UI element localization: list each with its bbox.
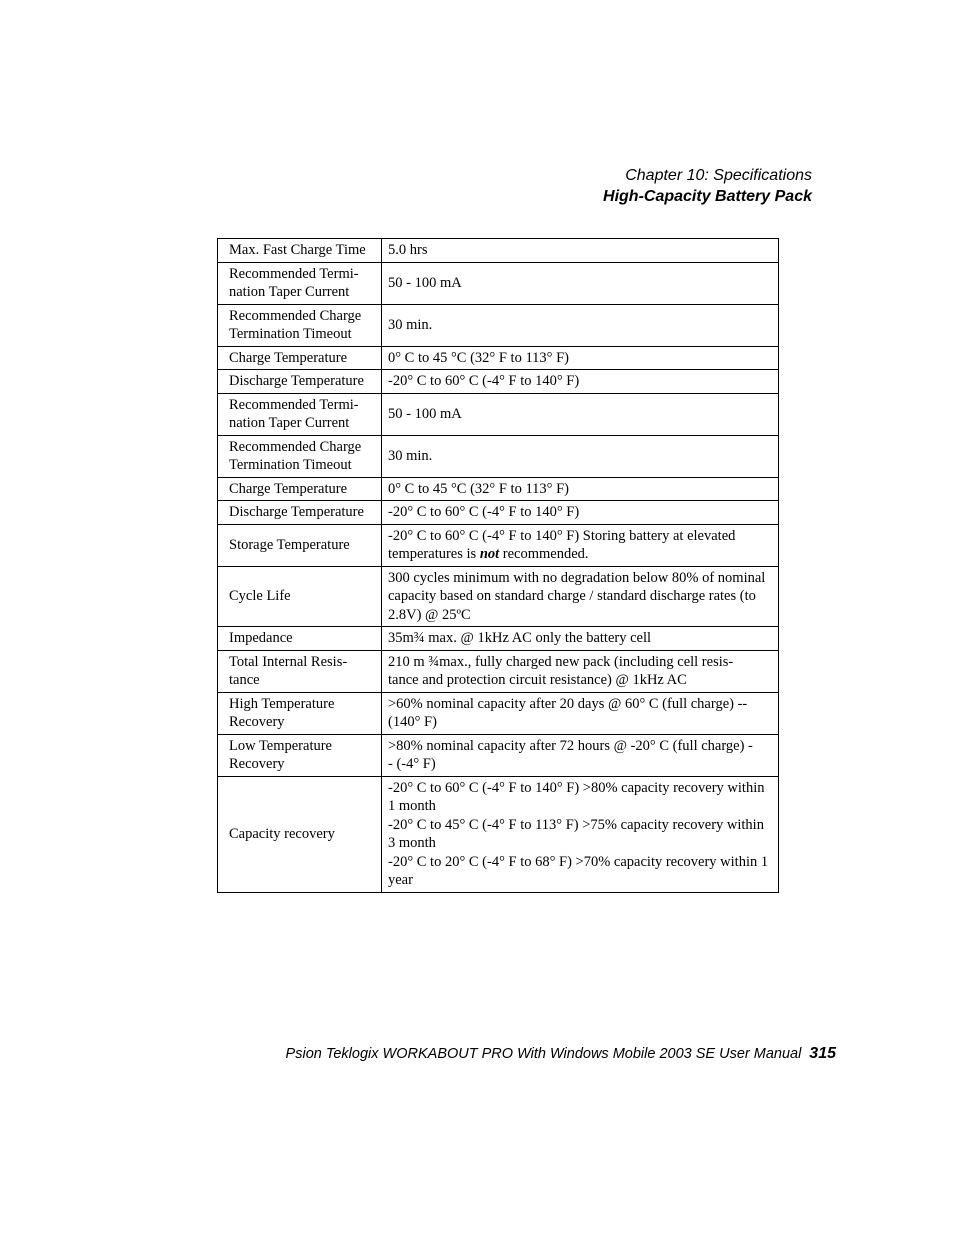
spec-value: 300 cycles minimum with no degradation below 80% of nominal capacity based on standard charge / standard discharge rates (to 2.8V) @ 25ºC (382, 566, 779, 627)
table-row (218, 239, 779, 263)
spec-label: Impedance (218, 627, 382, 651)
table-row (218, 501, 779, 525)
spec-label: Recommended Termi- nation Taper Current (218, 262, 382, 304)
emphasis-text: not (479, 546, 500, 562)
page-footer (286, 1045, 836, 1063)
spec-value: 0° C to 45 °C (32° F to 113° F) (382, 477, 779, 501)
spec-label: Discharge Temperature (218, 370, 382, 394)
spec-value: >60% nominal capacity after 20 days @ 60° C (full charge) -- (140° F) (382, 692, 779, 734)
spec-value: 5.0 hrs (382, 239, 779, 263)
table-row (218, 627, 779, 651)
spec-value: 210 m ¾max., fully charged new pack (including cell resis- tance and protection circuit resistance) @ 1kHz AC (382, 650, 779, 692)
table-row (218, 566, 779, 627)
table-row (218, 370, 779, 394)
table-row (218, 435, 779, 477)
spec-value: -20° C to 60° C (-4° F to 140° F) >80% capacity recovery within 1 month -20° C to 45° C (-4° F to 113° F) >75% capacity recovery within 3 month -20° C to 20° C (-4° F to 68° F) >70% capacity recovery within 1 year (382, 776, 779, 892)
spec-value: 50 - 100 mA (382, 393, 779, 435)
spec-value: 35m¾ max. @ 1kHz AC only the battery cell (382, 627, 779, 651)
spec-label: Total Internal Resis- tance (218, 650, 382, 692)
table-row (218, 477, 779, 501)
spec-label: Discharge Temperature (218, 501, 382, 525)
spec-label: Charge Temperature (218, 477, 382, 501)
spec-label: Recommended Charge Termination Timeout (218, 435, 382, 477)
spec-label: Recommended Termi- nation Taper Current (218, 393, 382, 435)
table-row (218, 262, 779, 304)
table-row (218, 304, 779, 346)
chapter-title: Chapter 10: Specifications (625, 167, 812, 184)
table-row (218, 524, 779, 566)
spec-label: Storage Temperature (218, 524, 382, 566)
spec-label: Recommended Charge Termination Timeout (218, 304, 382, 346)
table-row (218, 393, 779, 435)
section-title: High-Capacity Battery Pack (603, 188, 812, 205)
spec-label: Capacity recovery (218, 776, 382, 892)
page-number: 315 (809, 1045, 836, 1062)
table-row (218, 346, 779, 370)
spec-label: Charge Temperature (218, 346, 382, 370)
table-row (218, 650, 779, 692)
table-row (218, 692, 779, 734)
spec-value: -20° C to 60° C (-4° F to 140° F) Storing battery at elevated temperatures is not recommended. (382, 524, 779, 566)
spec-label: Max. Fast Charge Time (218, 239, 382, 263)
spec-label: High Temperature Recovery (218, 692, 382, 734)
spec-label: Low Temperature Recovery (218, 734, 382, 776)
specifications-table (217, 238, 779, 893)
spec-value: -20° C to 60° C (-4° F to 140° F) (382, 370, 779, 394)
spec-value: 30 min. (382, 304, 779, 346)
manual-title: Psion Teklogix WORKABOUT PRO With Windows Mobile 2003 SE User Manual (285, 1046, 802, 1062)
spec-value: 30 min. (382, 435, 779, 477)
table-row (218, 734, 779, 776)
spec-value: 0° C to 45 °C (32° F to 113° F) (382, 346, 779, 370)
running-header (603, 165, 812, 207)
spec-label: Cycle Life (218, 566, 382, 627)
spec-value: -20° C to 60° C (-4° F to 140° F) (382, 501, 779, 525)
spec-value: >80% nominal capacity after 72 hours @ -20° C (full charge) - - (-4° F) (382, 734, 779, 776)
spec-value: 50 - 100 mA (382, 262, 779, 304)
table-row (218, 776, 779, 892)
table-body (218, 239, 779, 893)
